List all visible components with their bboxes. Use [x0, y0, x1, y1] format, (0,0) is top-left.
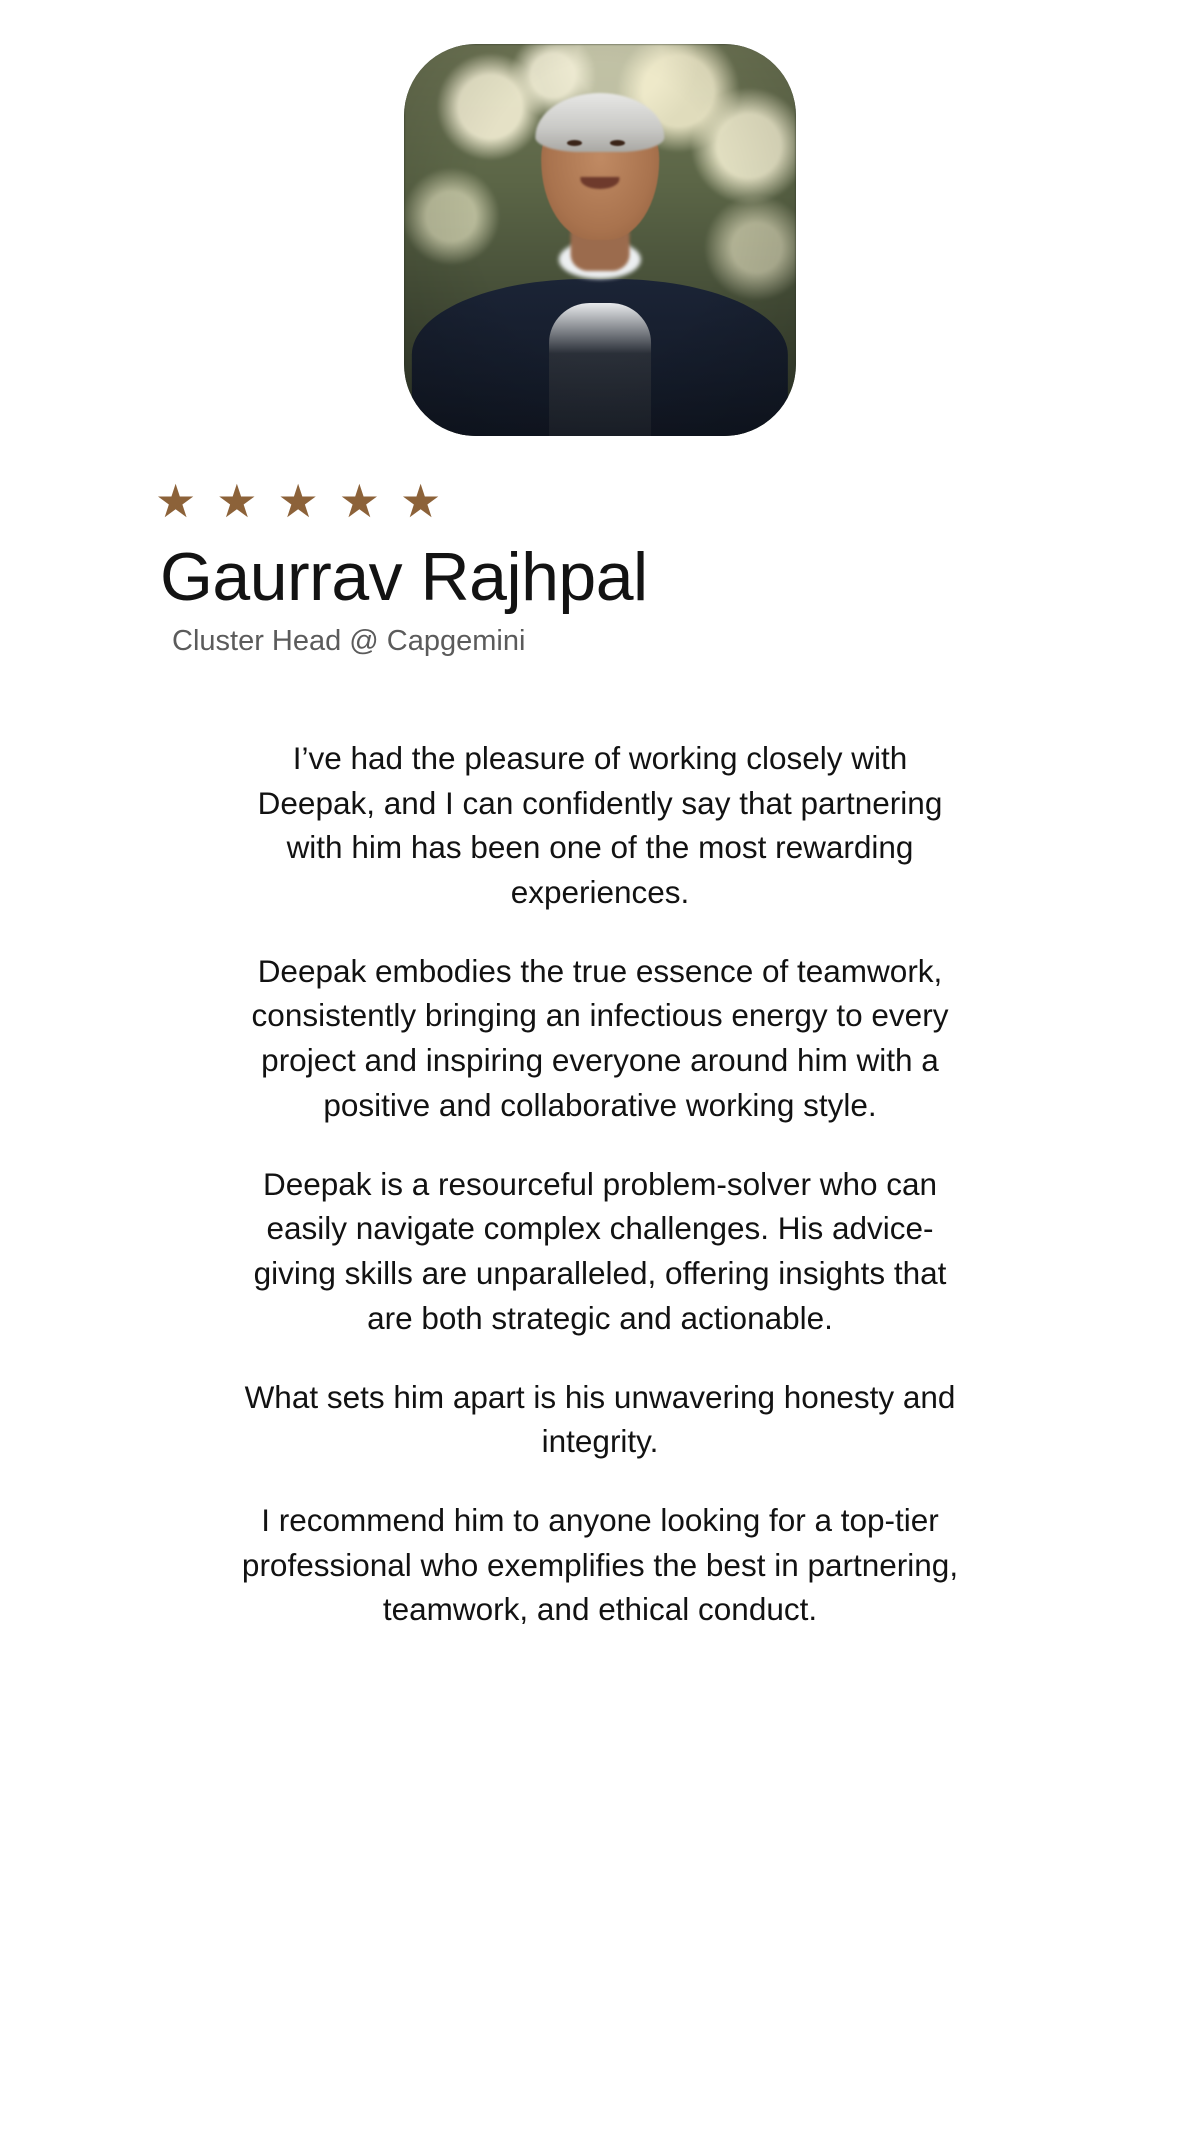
testimonial-paragraph: I’ve had the pleasure of working closely with Deepak, and I can confidently say that partnering with him has been one of the most rewarding experiences.: [257, 739, 943, 911]
star-icon: ★: [277, 475, 319, 527]
reviewer-name: Gaurrav Rajhpal: [160, 539, 648, 615]
star-icon: ★: [155, 475, 197, 527]
reviewer-role: Cluster Head @ Capgemini: [172, 625, 526, 658]
avatar-vignette: [404, 44, 796, 436]
testimonial-paragraph: Deepak embodies the true essence of teamwork, consistently bringing an infectious energy to every project and inspiring everyone around him with a positive and collaborative working style.: [251, 952, 949, 1123]
rating-stars: [155, 475, 442, 527]
star-icon: ★: [400, 475, 442, 527]
testimonial-paragraph: Deepak is a resourceful problem-solver who can easily navigate complex challenges. His advice-giving skills are unparalleled, offering insights that are both strategic and actionable.: [253, 1165, 947, 1336]
testimonial-paragraph: What sets him apart is his unwavering honesty and integrity.: [244, 1378, 956, 1460]
testimonial-body: [235, 704, 965, 1663]
testimonial-paragraph: I recommend him to anyone looking for a top-tier professional who exemplifies the best in partnering, teamwork, and ethical conduct.: [241, 1501, 959, 1628]
star-icon: ★: [216, 475, 258, 527]
star-icon: ★: [338, 475, 380, 527]
avatar: [404, 44, 796, 436]
